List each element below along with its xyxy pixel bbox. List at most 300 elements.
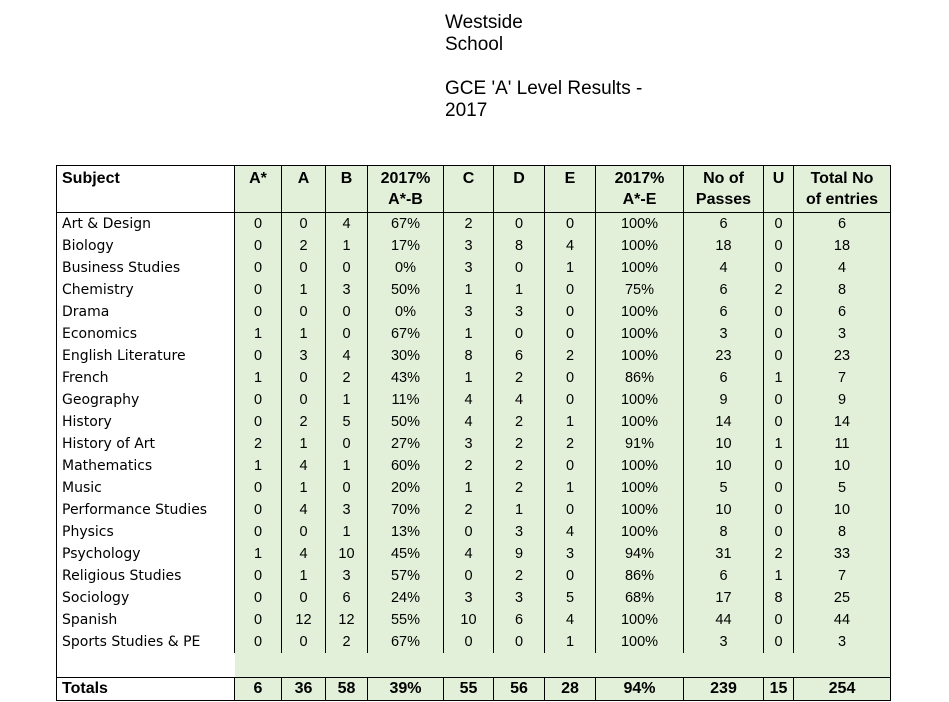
cell-pct-a-star-e: 100% <box>596 499 684 521</box>
cell-c: 4 <box>444 411 494 433</box>
cell-a-star: 0 <box>235 477 282 499</box>
cell-a-star: 0 <box>235 213 282 236</box>
cell-passes: 17 <box>684 587 764 609</box>
total-c: 55 <box>444 678 494 701</box>
cell-e: 0 <box>545 213 596 236</box>
cell-c: 2 <box>444 499 494 521</box>
cell-c: 1 <box>444 477 494 499</box>
cell-pct-a-star-b: 0% <box>368 257 444 279</box>
cell-a: 4 <box>282 543 326 565</box>
cell-passes: 6 <box>684 565 764 587</box>
cell-d: 2 <box>494 411 545 433</box>
cell-a: 1 <box>282 279 326 301</box>
cell-u: 0 <box>764 411 794 433</box>
cell-c: 10 <box>444 609 494 631</box>
cell-total-entries: 25 <box>794 587 891 609</box>
cell-e: 0 <box>545 499 596 521</box>
cell-pct-a-star-b: 50% <box>368 279 444 301</box>
spacer-cell <box>684 653 764 678</box>
cell-pct-a-star-e: 100% <box>596 521 684 543</box>
column-header-e: E <box>545 166 596 213</box>
cell-e: 0 <box>545 455 596 477</box>
totals-row <box>57 678 891 701</box>
column-header-u: U <box>764 166 794 213</box>
cell-b: 1 <box>326 389 368 411</box>
spacer-cell <box>235 653 282 678</box>
column-header-c: C <box>444 166 494 213</box>
cell-d: 0 <box>494 257 545 279</box>
cell-d: 2 <box>494 565 545 587</box>
cell-a: 0 <box>282 521 326 543</box>
table-row <box>57 345 891 367</box>
cell-a: 2 <box>282 235 326 257</box>
cell-c: 3 <box>444 587 494 609</box>
cell-pct-a-star-b: 67% <box>368 323 444 345</box>
total-passes: 239 <box>684 678 764 701</box>
cell-c: 0 <box>444 565 494 587</box>
cell-pct-a-star-b: 0% <box>368 301 444 323</box>
cell-passes: 6 <box>684 301 764 323</box>
cell-pct-a-star-b: 67% <box>368 213 444 236</box>
cell-e: 4 <box>545 521 596 543</box>
cell-a-star: 1 <box>235 323 282 345</box>
cell-c: 8 <box>444 345 494 367</box>
table-row <box>57 455 891 477</box>
table-row <box>57 543 891 565</box>
cell-a: 0 <box>282 301 326 323</box>
cell-e: 5 <box>545 587 596 609</box>
cell-passes: 10 <box>684 433 764 455</box>
results-title-line1: GCE 'A' Level Results - <box>445 78 643 99</box>
cell-a-star: 0 <box>235 257 282 279</box>
cell-u: 0 <box>764 301 794 323</box>
cell-d: 3 <box>494 301 545 323</box>
table-row <box>57 477 891 499</box>
total-a-star: 6 <box>235 678 282 701</box>
cell-c: 4 <box>444 543 494 565</box>
cell-a-star: 0 <box>235 587 282 609</box>
cell-pct-a-star-e: 86% <box>596 367 684 389</box>
cell-a-star: 0 <box>235 565 282 587</box>
total-u: 15 <box>764 678 794 701</box>
cell-pct-a-star-b: 11% <box>368 389 444 411</box>
column-header-b: B <box>326 166 368 213</box>
cell-pct-a-star-b: 55% <box>368 609 444 631</box>
cell-total-entries: 3 <box>794 323 891 345</box>
cell-u: 0 <box>764 499 794 521</box>
cell-pct-a-star-e: 100% <box>596 345 684 367</box>
cell-subject: Physics <box>57 521 235 543</box>
cell-total-entries: 11 <box>794 433 891 455</box>
cell-c: 3 <box>444 257 494 279</box>
cell-u: 0 <box>764 521 794 543</box>
cell-u: 0 <box>764 609 794 631</box>
cell-a-star: 1 <box>235 367 282 389</box>
total-subject: Totals <box>57 678 235 701</box>
cell-a: 4 <box>282 499 326 521</box>
total-total-entries: 254 <box>794 678 891 701</box>
total-pct-a-star-e: 94% <box>596 678 684 701</box>
cell-pct-a-star-e: 100% <box>596 455 684 477</box>
cell-b: 0 <box>326 301 368 323</box>
cell-passes: 9 <box>684 389 764 411</box>
cell-c: 2 <box>444 455 494 477</box>
spacer-cell <box>57 653 235 678</box>
cell-u: 0 <box>764 455 794 477</box>
cell-c: 0 <box>444 631 494 653</box>
cell-subject: History <box>57 411 235 433</box>
cell-c: 1 <box>444 279 494 301</box>
table-row <box>57 389 891 411</box>
cell-pct-a-star-e: 100% <box>596 323 684 345</box>
table-row <box>57 279 891 301</box>
cell-a: 1 <box>282 565 326 587</box>
spacer-cell <box>326 653 368 678</box>
total-e: 28 <box>545 678 596 701</box>
cell-pct-a-star-b: 17% <box>368 235 444 257</box>
column-header-passes: No of Passes <box>684 166 764 213</box>
cell-pct-a-star-b: 50% <box>368 411 444 433</box>
cell-pct-a-star-b: 30% <box>368 345 444 367</box>
cell-total-entries: 18 <box>794 235 891 257</box>
cell-e: 0 <box>545 301 596 323</box>
spacer-row <box>57 653 891 678</box>
cell-passes: 44 <box>684 609 764 631</box>
cell-d: 8 <box>494 235 545 257</box>
table-row <box>57 301 891 323</box>
table-row <box>57 587 891 609</box>
table-row <box>57 631 891 653</box>
cell-pct-a-star-b: 27% <box>368 433 444 455</box>
cell-pct-a-star-b: 67% <box>368 631 444 653</box>
cell-b: 1 <box>326 235 368 257</box>
cell-b: 0 <box>326 477 368 499</box>
cell-total-entries: 8 <box>794 279 891 301</box>
cell-pct-a-star-e: 100% <box>596 631 684 653</box>
document-header <box>445 12 642 122</box>
cell-passes: 31 <box>684 543 764 565</box>
cell-u: 0 <box>764 257 794 279</box>
cell-total-entries: 33 <box>794 543 891 565</box>
cell-e: 0 <box>545 367 596 389</box>
cell-subject: English Literature <box>57 345 235 367</box>
cell-d: 1 <box>494 499 545 521</box>
results-table <box>56 165 891 701</box>
cell-a-star: 0 <box>235 499 282 521</box>
cell-pct-a-star-b: 43% <box>368 367 444 389</box>
cell-pct-a-star-e: 91% <box>596 433 684 455</box>
cell-d: 2 <box>494 367 545 389</box>
cell-u: 0 <box>764 631 794 653</box>
cell-d: 2 <box>494 433 545 455</box>
cell-subject: Business Studies <box>57 257 235 279</box>
cell-a-star: 1 <box>235 543 282 565</box>
cell-pct-a-star-e: 100% <box>596 389 684 411</box>
cell-a: 0 <box>282 213 326 236</box>
cell-b: 12 <box>326 609 368 631</box>
cell-c: 0 <box>444 521 494 543</box>
header-row <box>57 166 891 213</box>
table-row <box>57 411 891 433</box>
cell-pct-a-star-e: 100% <box>596 477 684 499</box>
cell-passes: 6 <box>684 279 764 301</box>
spacer-cell <box>444 653 494 678</box>
cell-passes: 4 <box>684 257 764 279</box>
cell-subject: Sports Studies & PE <box>57 631 235 653</box>
cell-subject: Geography <box>57 389 235 411</box>
cell-pct-a-star-b: 70% <box>368 499 444 521</box>
cell-u: 0 <box>764 389 794 411</box>
cell-subject: Economics <box>57 323 235 345</box>
cell-pct-a-star-e: 68% <box>596 587 684 609</box>
cell-b: 6 <box>326 587 368 609</box>
spacer-cell <box>282 653 326 678</box>
cell-b: 1 <box>326 455 368 477</box>
spacer-cell <box>545 653 596 678</box>
cell-b: 3 <box>326 279 368 301</box>
cell-b: 1 <box>326 521 368 543</box>
school-name-line2: School <box>445 34 504 55</box>
cell-u: 8 <box>764 587 794 609</box>
table-row <box>57 213 891 236</box>
table-row <box>57 609 891 631</box>
cell-pct-a-star-e: 75% <box>596 279 684 301</box>
spacer-cell <box>794 653 891 678</box>
cell-pct-a-star-b: 60% <box>368 455 444 477</box>
cell-a: 1 <box>282 323 326 345</box>
cell-d: 3 <box>494 587 545 609</box>
cell-d: 6 <box>494 609 545 631</box>
cell-e: 3 <box>545 543 596 565</box>
cell-a: 0 <box>282 257 326 279</box>
cell-total-entries: 10 <box>794 499 891 521</box>
cell-u: 2 <box>764 543 794 565</box>
spacer-cell <box>764 653 794 678</box>
cell-passes: 10 <box>684 455 764 477</box>
cell-passes: 3 <box>684 631 764 653</box>
header-gap <box>445 56 642 78</box>
cell-subject: Art & Design <box>57 213 235 236</box>
cell-u: 0 <box>764 235 794 257</box>
cell-subject: Spanish <box>57 609 235 631</box>
cell-subject: Music <box>57 477 235 499</box>
total-pct-a-star-b: 39% <box>368 678 444 701</box>
cell-a: 1 <box>282 433 326 455</box>
cell-u: 0 <box>764 323 794 345</box>
cell-u: 0 <box>764 477 794 499</box>
column-header-d: D <box>494 166 545 213</box>
cell-total-entries: 6 <box>794 213 891 236</box>
cell-e: 1 <box>545 257 596 279</box>
cell-total-entries: 8 <box>794 521 891 543</box>
cell-pct-a-star-e: 100% <box>596 235 684 257</box>
cell-subject: Drama <box>57 301 235 323</box>
column-header-a: A <box>282 166 326 213</box>
cell-total-entries: 3 <box>794 631 891 653</box>
cell-a: 2 <box>282 411 326 433</box>
cell-b: 3 <box>326 565 368 587</box>
cell-passes: 8 <box>684 521 764 543</box>
cell-total-entries: 23 <box>794 345 891 367</box>
cell-b: 0 <box>326 433 368 455</box>
cell-pct-a-star-b: 57% <box>368 565 444 587</box>
column-header-pct-a-star-e: 2017% A*-E <box>596 166 684 213</box>
cell-e: 1 <box>545 631 596 653</box>
table-row <box>57 565 891 587</box>
table-row <box>57 367 891 389</box>
spacer-cell <box>494 653 545 678</box>
cell-e: 1 <box>545 477 596 499</box>
cell-c: 4 <box>444 389 494 411</box>
cell-a-star: 0 <box>235 389 282 411</box>
cell-a: 4 <box>282 455 326 477</box>
cell-pct-a-star-b: 24% <box>368 587 444 609</box>
results-title-line2: 2017 <box>445 100 488 121</box>
cell-c: 3 <box>444 235 494 257</box>
cell-passes: 23 <box>684 345 764 367</box>
cell-pct-a-star-e: 100% <box>596 213 684 236</box>
cell-a-star: 0 <box>235 235 282 257</box>
cell-b: 10 <box>326 543 368 565</box>
cell-pct-a-star-e: 94% <box>596 543 684 565</box>
cell-e: 2 <box>545 345 596 367</box>
cell-a: 0 <box>282 631 326 653</box>
total-a: 36 <box>282 678 326 701</box>
cell-a-star: 0 <box>235 521 282 543</box>
cell-total-entries: 10 <box>794 455 891 477</box>
cell-b: 2 <box>326 631 368 653</box>
cell-subject: Religious Studies <box>57 565 235 587</box>
cell-u: 2 <box>764 279 794 301</box>
cell-d: 4 <box>494 389 545 411</box>
column-header-pct-a-star-b: 2017% A*-B <box>368 166 444 213</box>
cell-subject: Psychology <box>57 543 235 565</box>
cell-a-star: 0 <box>235 279 282 301</box>
cell-a-star: 1 <box>235 455 282 477</box>
cell-total-entries: 7 <box>794 367 891 389</box>
cell-pct-a-star-e: 86% <box>596 565 684 587</box>
cell-c: 3 <box>444 433 494 455</box>
cell-total-entries: 44 <box>794 609 891 631</box>
cell-d: 6 <box>494 345 545 367</box>
cell-d: 0 <box>494 323 545 345</box>
cell-e: 1 <box>545 411 596 433</box>
cell-subject: Mathematics <box>57 455 235 477</box>
cell-d: 9 <box>494 543 545 565</box>
cell-e: 0 <box>545 279 596 301</box>
table-row <box>57 323 891 345</box>
cell-passes: 6 <box>684 213 764 236</box>
cell-pct-a-star-b: 20% <box>368 477 444 499</box>
cell-u: 0 <box>764 213 794 236</box>
cell-d: 3 <box>494 521 545 543</box>
cell-a-star: 0 <box>235 609 282 631</box>
cell-b: 2 <box>326 367 368 389</box>
cell-b: 3 <box>326 499 368 521</box>
cell-pct-a-star-e: 100% <box>596 257 684 279</box>
cell-subject: French <box>57 367 235 389</box>
cell-c: 1 <box>444 323 494 345</box>
cell-a-star: 0 <box>235 345 282 367</box>
cell-pct-a-star-b: 45% <box>368 543 444 565</box>
spacer-cell <box>368 653 444 678</box>
table-row <box>57 257 891 279</box>
cell-u: 0 <box>764 345 794 367</box>
cell-b: 5 <box>326 411 368 433</box>
cell-d: 1 <box>494 279 545 301</box>
cell-b: 0 <box>326 323 368 345</box>
cell-e: 0 <box>545 323 596 345</box>
cell-a: 0 <box>282 367 326 389</box>
cell-b: 0 <box>326 257 368 279</box>
cell-a-star: 0 <box>235 301 282 323</box>
cell-total-entries: 5 <box>794 477 891 499</box>
cell-pct-a-star-e: 100% <box>596 301 684 323</box>
total-b: 58 <box>326 678 368 701</box>
cell-passes: 18 <box>684 235 764 257</box>
cell-e: 4 <box>545 609 596 631</box>
table-row <box>57 433 891 455</box>
cell-c: 1 <box>444 367 494 389</box>
cell-c: 2 <box>444 213 494 236</box>
column-header-a-star: A* <box>235 166 282 213</box>
cell-total-entries: 7 <box>794 565 891 587</box>
cell-d: 2 <box>494 477 545 499</box>
cell-a: 0 <box>282 389 326 411</box>
cell-b: 4 <box>326 213 368 236</box>
table-row <box>57 499 891 521</box>
cell-u: 1 <box>764 367 794 389</box>
cell-a: 12 <box>282 609 326 631</box>
cell-d: 0 <box>494 213 545 236</box>
cell-pct-a-star-e: 100% <box>596 609 684 631</box>
cell-subject: Performance Studies <box>57 499 235 521</box>
cell-a: 1 <box>282 477 326 499</box>
cell-a: 0 <box>282 587 326 609</box>
cell-passes: 10 <box>684 499 764 521</box>
cell-total-entries: 4 <box>794 257 891 279</box>
cell-e: 2 <box>545 433 596 455</box>
column-header-total-entries: Total No of entries <box>794 166 891 213</box>
cell-e: 0 <box>545 565 596 587</box>
cell-total-entries: 9 <box>794 389 891 411</box>
table-row <box>57 521 891 543</box>
cell-passes: 3 <box>684 323 764 345</box>
cell-passes: 6 <box>684 367 764 389</box>
cell-total-entries: 14 <box>794 411 891 433</box>
cell-d: 0 <box>494 631 545 653</box>
school-name-line1: Westside <box>445 12 523 33</box>
spacer-cell <box>596 653 684 678</box>
cell-d: 2 <box>494 455 545 477</box>
table-row <box>57 235 891 257</box>
cell-a-star: 2 <box>235 433 282 455</box>
cell-subject: Sociology <box>57 587 235 609</box>
cell-u: 1 <box>764 565 794 587</box>
cell-e: 0 <box>545 389 596 411</box>
total-d: 56 <box>494 678 545 701</box>
cell-subject: History of Art <box>57 433 235 455</box>
cell-c: 3 <box>444 301 494 323</box>
cell-passes: 5 <box>684 477 764 499</box>
cell-b: 4 <box>326 345 368 367</box>
cell-passes: 14 <box>684 411 764 433</box>
cell-a-star: 0 <box>235 631 282 653</box>
cell-a: 3 <box>282 345 326 367</box>
cell-subject: Chemistry <box>57 279 235 301</box>
column-header-subject: Subject <box>57 166 235 213</box>
cell-pct-a-star-b: 13% <box>368 521 444 543</box>
